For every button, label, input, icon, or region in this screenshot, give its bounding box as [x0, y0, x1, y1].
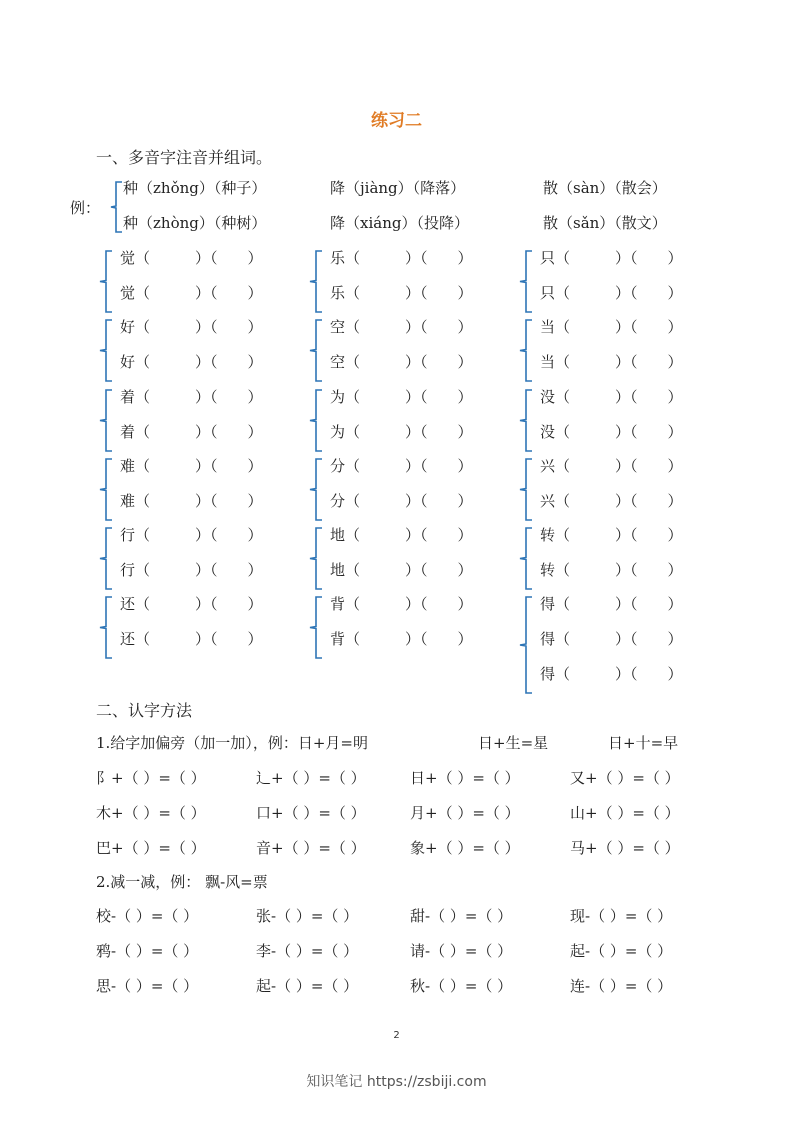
polyphone-entry	[120, 386, 263, 407]
polyphone-entry	[330, 282, 473, 303]
section1-heading: 一、多音字注音并组词。	[96, 148, 273, 167]
example-row-1-col-3: 散（sàn）（散会）	[543, 179, 667, 197]
polyphone-entry	[120, 593, 263, 614]
part1-example-3: 日+十=早	[608, 734, 679, 752]
polyphone-entry	[540, 247, 683, 268]
page-number: 2	[393, 1030, 400, 1041]
add-radical-exercise[interactable]: 辶+（ ）=（ ）	[256, 769, 366, 787]
polyphone-char: 还	[120, 630, 136, 648]
polyphone-char: 行	[120, 561, 136, 579]
brace-icon	[98, 457, 114, 522]
polyphone-char: 觉	[120, 284, 136, 302]
subtract-exercise[interactable]: 甜-（ ）=（ ）	[410, 907, 513, 925]
example-row-2-col-2: 降（xiáng）（投降）	[330, 214, 469, 232]
polyphone-entry	[540, 593, 683, 614]
polyphone-entry	[120, 421, 263, 442]
add-radical-exercise[interactable]: 音+（ ）=（ ）	[256, 839, 366, 857]
polyphone-entry	[330, 316, 473, 337]
polyphone-char: 难	[120, 457, 136, 475]
polyphone-char: 没	[540, 388, 556, 406]
polyphone-char: 为	[330, 423, 346, 441]
answer-blanks[interactable]: （ ）（ ）	[135, 492, 263, 510]
polyphone-char: 难	[120, 492, 136, 510]
polyphone-entry	[120, 490, 263, 511]
polyphone-char: 当	[540, 318, 556, 336]
subtract-exercise[interactable]: 李-（ ）=（ ）	[256, 942, 359, 960]
polyphone-char: 地	[330, 561, 346, 579]
add-radical-exercise[interactable]: 日+（ ）=（ ）	[410, 769, 520, 787]
brace-icon	[308, 249, 324, 314]
page-title: 练习二	[371, 111, 422, 131]
polyphone-char: 没	[540, 423, 556, 441]
answer-blanks[interactable]: （ ）（ ）	[135, 457, 263, 475]
polyphone-entry	[540, 421, 683, 442]
brace-icon	[98, 318, 114, 383]
subtract-exercise[interactable]: 起-（ ）=（ ）	[570, 942, 673, 960]
example-row-2-col-3: 散（sǎn）（散文）	[543, 214, 667, 232]
answer-blanks[interactable]: （ ）（ ）	[135, 630, 263, 648]
polyphone-char: 只	[540, 284, 556, 302]
polyphone-char: 还	[120, 595, 136, 613]
polyphone-entry	[330, 247, 473, 268]
answer-blanks[interactable]: （ ）（ ）	[345, 353, 473, 371]
add-radical-exercise[interactable]: 月+（ ）=（ ）	[410, 804, 520, 822]
answer-blanks[interactable]: （ ）（ ）	[345, 388, 473, 406]
polyphone-entry	[540, 628, 683, 649]
polyphone-entry	[330, 421, 473, 442]
example-row-1-col-2: 降（jiàng）（降落）	[330, 179, 466, 197]
answer-blanks[interactable]: （ ）（ ）	[555, 353, 683, 371]
add-radical-exercise[interactable]: 巴+（ ）=（ ）	[96, 839, 206, 857]
part1-example-2: 日+生=星	[478, 734, 549, 752]
polyphone-char: 行	[120, 526, 136, 544]
polyphone-entry	[540, 455, 683, 476]
answer-blanks[interactable]: （ ）（ ）	[345, 457, 473, 475]
polyphone-char: 背	[330, 595, 346, 613]
polyphone-char: 得	[540, 630, 556, 648]
polyphone-char: 兴	[540, 457, 556, 475]
brace-icon	[518, 249, 534, 314]
polyphone-char: 好	[120, 353, 136, 371]
brace-icon	[308, 526, 324, 591]
polyphone-char: 地	[330, 526, 346, 544]
answer-blanks[interactable]: （ ）（ ）	[555, 595, 683, 613]
polyphone-char: 着	[120, 388, 136, 406]
answer-blanks[interactable]: （ ）（ ）	[345, 423, 473, 441]
polyphone-entry	[330, 628, 473, 649]
answer-blanks[interactable]: （ ）（ ）	[135, 249, 263, 267]
polyphone-entry	[330, 524, 473, 545]
polyphone-entry	[330, 351, 473, 372]
answer-blanks[interactable]: （ ）（ ）	[135, 561, 263, 579]
example-label: 例：	[70, 199, 101, 217]
answer-blanks[interactable]: （ ）（ ）	[135, 284, 263, 302]
answer-blanks[interactable]: （ ）（ ）	[345, 284, 473, 302]
add-radical-exercise[interactable]: 阝+（ ）=（ ）	[96, 769, 206, 787]
answer-blanks[interactable]: （ ）（ ）	[555, 492, 683, 510]
subtract-exercise[interactable]: 起-（ ）=（ ）	[256, 977, 359, 995]
polyphone-char: 好	[120, 318, 136, 336]
answer-blanks[interactable]: （ ）（ ）	[555, 526, 683, 544]
polyphone-char: 空	[330, 318, 346, 336]
answer-blanks[interactable]: （ ）（ ）	[345, 630, 473, 648]
polyphone-entry	[540, 490, 683, 511]
answer-blanks[interactable]: （ ）（ ）	[555, 457, 683, 475]
footer-watermark: 知识笔记 https://zsbiji.com	[306, 1074, 487, 1090]
answer-blanks[interactable]: （ ）（ ）	[555, 388, 683, 406]
polyphone-char: 空	[330, 353, 346, 371]
answer-blanks[interactable]: （ ）（ ）	[135, 526, 263, 544]
polyphone-entry	[540, 524, 683, 545]
add-radical-exercise[interactable]: 马+（ ）=（ ）	[570, 839, 680, 857]
subtract-exercise[interactable]: 现-（ ）=（ ）	[570, 907, 673, 925]
example-row-1-col-1: 种（zhǒng）（种子）	[123, 179, 267, 197]
polyphone-entry	[540, 316, 683, 337]
brace-icon	[518, 318, 534, 383]
polyphone-char: 转	[540, 526, 556, 544]
brace-icon	[518, 457, 534, 522]
add-radical-exercise[interactable]: 象+（ ）=（ ）	[410, 839, 520, 857]
subtract-exercise[interactable]: 请-（ ）=（ ）	[410, 942, 513, 960]
subtract-exercise[interactable]: 秋-（ ）=（ ）	[410, 977, 513, 995]
answer-blanks[interactable]: （ ）（ ）	[345, 492, 473, 510]
answer-blanks[interactable]: （ ）（ ）	[135, 388, 263, 406]
polyphone-char: 分	[330, 457, 346, 475]
brace-icon	[518, 388, 534, 453]
polyphone-entry	[540, 351, 683, 372]
add-radical-exercise[interactable]: 又+（ ）=（ ）	[570, 769, 680, 787]
polyphone-char: 觉	[120, 249, 136, 267]
polyphone-entry	[120, 282, 263, 303]
answer-blanks[interactable]: （ ）（ ）	[135, 595, 263, 613]
polyphone-entry	[540, 386, 683, 407]
polyphone-char: 当	[540, 353, 556, 371]
answer-blanks[interactable]: （ ）（ ）	[555, 561, 683, 579]
polyphone-char: 兴	[540, 492, 556, 510]
polyphone-entry	[330, 559, 473, 580]
polyphone-char: 着	[120, 423, 136, 441]
polyphone-entry	[120, 559, 263, 580]
subtract-exercise[interactable]: 鸦-（ ）=（ ）	[96, 942, 199, 960]
subtract-exercise[interactable]: 校-（ ）=（ ）	[96, 907, 199, 925]
polyphone-char: 为	[330, 388, 346, 406]
polyphone-entry	[330, 490, 473, 511]
polyphone-entry	[330, 593, 473, 614]
example-row-2-col-1: 种（zhòng）（种树）	[123, 214, 267, 232]
answer-blanks[interactable]: （ ）（ ）	[345, 526, 473, 544]
answer-blanks[interactable]: （ ）（ ）	[135, 353, 263, 371]
polyphone-char: 乐	[330, 249, 346, 267]
answer-blanks[interactable]: （ ）（ ）	[345, 249, 473, 267]
answer-blanks[interactable]: （ ）（ ）	[555, 284, 683, 302]
polyphone-char: 得	[540, 665, 556, 683]
polyphone-entry	[330, 386, 473, 407]
brace-icon	[98, 526, 114, 591]
brace-icon	[308, 388, 324, 453]
answer-blanks[interactable]: （ ）（ ）	[345, 561, 473, 579]
answer-blanks[interactable]: （ ）（ ）	[345, 595, 473, 613]
answer-blanks[interactable]: （ ）（ ）	[555, 249, 683, 267]
polyphone-entry	[540, 559, 683, 580]
add-radical-exercise[interactable]: 山+（ ）=（ ）	[570, 804, 680, 822]
subtract-exercise[interactable]: 张-（ ）=（ ）	[256, 907, 359, 925]
polyphone-entry	[540, 663, 683, 684]
brace-icon	[518, 526, 534, 591]
polyphone-char: 转	[540, 561, 556, 579]
polyphone-entry	[120, 455, 263, 476]
add-radical-exercise[interactable]: 木+（ ）=（ ）	[96, 804, 206, 822]
answer-blanks[interactable]: （ ）（ ）	[555, 318, 683, 336]
part1-instruction: 1.给字加偏旁（加一加），例：日+月=明	[96, 734, 368, 752]
polyphone-entry	[120, 247, 263, 268]
polyphone-char: 只	[540, 249, 556, 267]
answer-blanks[interactable]: （ ）（ ）	[555, 630, 683, 648]
answer-blanks[interactable]: （ ）（ ）	[135, 318, 263, 336]
answer-blanks[interactable]: （ ）（ ）	[555, 665, 683, 683]
answer-blanks[interactable]: （ ）（ ）	[135, 423, 263, 441]
answer-blanks[interactable]: （ ）（ ）	[345, 318, 473, 336]
brace-icon	[98, 249, 114, 314]
section2-heading: 二、认字方法	[96, 701, 193, 720]
polyphone-entry	[120, 316, 263, 337]
polyphone-entry	[120, 351, 263, 372]
subtract-exercise[interactable]: 思-（ ）=（ ）	[96, 977, 199, 995]
brace-icon	[518, 595, 534, 695]
polyphone-entry	[330, 455, 473, 476]
brace-icon	[308, 457, 324, 522]
add-radical-exercise[interactable]: 口+（ ）=（ ）	[256, 804, 366, 822]
example-brace-icon	[110, 180, 124, 234]
polyphone-char: 乐	[330, 284, 346, 302]
brace-icon	[98, 388, 114, 453]
polyphone-entry	[120, 628, 263, 649]
answer-blanks[interactable]: （ ）（ ）	[555, 423, 683, 441]
brace-icon	[98, 595, 114, 660]
polyphone-char: 得	[540, 595, 556, 613]
polyphone-char: 分	[330, 492, 346, 510]
polyphone-char: 背	[330, 630, 346, 648]
polyphone-entry	[120, 524, 263, 545]
brace-icon	[308, 318, 324, 383]
brace-icon	[308, 595, 324, 660]
polyphone-entry	[540, 282, 683, 303]
subtract-exercise[interactable]: 连-（ ）=（ ）	[570, 977, 673, 995]
part2-instruction: 2.减一减，例： 飘-风=票	[96, 873, 268, 891]
